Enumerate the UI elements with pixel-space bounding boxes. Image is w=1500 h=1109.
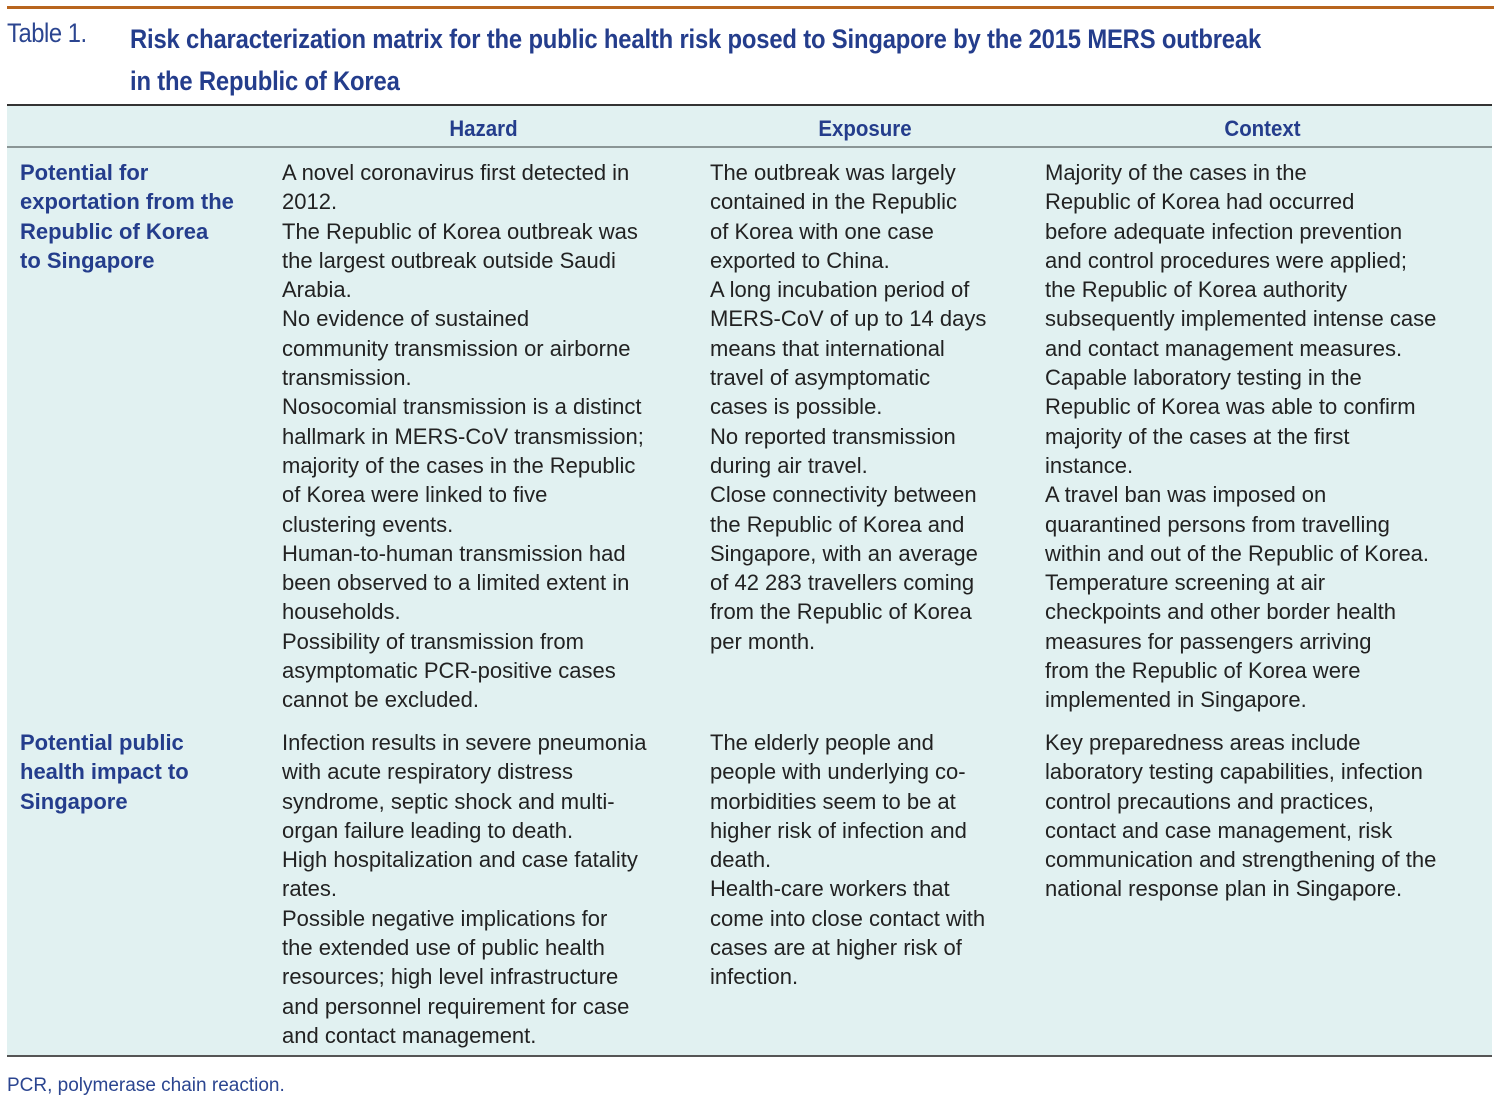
text-line: Possible negative implications for (282, 905, 608, 931)
table-header-row (7, 106, 1492, 148)
cell-exportation-exposure (710, 158, 1035, 656)
text-line: the Republic of Korea authority (1045, 277, 1348, 303)
text-line: to Singapore (20, 247, 155, 273)
top-accent-rule (7, 6, 1494, 9)
text-line: The Republic of Korea outbreak was (282, 218, 638, 244)
text-line: Republic of Korea (20, 218, 209, 244)
exposure-paragraph (710, 158, 1035, 275)
risk-matrix-table (7, 104, 1492, 1057)
text-line: and contact management. (282, 1022, 537, 1048)
text-line: the largest outbreak outside Saudi (282, 247, 616, 273)
text-line: community transmission or airborne (282, 335, 631, 361)
text-line: during air travel. (710, 452, 868, 478)
text-line: organ failure leading to death. (282, 817, 574, 843)
text-line: Republic of Korea was able to confirm (1045, 394, 1416, 420)
text-line: come into close contact with (710, 905, 986, 931)
cell-exportation-context (1045, 158, 1490, 715)
text-line: infection. (710, 964, 799, 990)
text-line: exported to China. (710, 247, 890, 273)
text-line: majority of the cases in the Republic (282, 452, 636, 478)
row-header-exportation (20, 158, 270, 275)
text-line: of Korea were linked to five (282, 482, 548, 508)
exposure-paragraph (710, 728, 1035, 874)
context-paragraph (1045, 363, 1490, 480)
text-line: laboratory testing capabilities, infection (1045, 759, 1423, 785)
text-line: Temperature screening at air (1045, 570, 1326, 596)
text-line: travel of asymptomatic (710, 365, 931, 391)
exposure-paragraph (710, 874, 1035, 991)
text-line: and control procedures were applied; (1045, 247, 1408, 273)
text-line: contact and case management, risk (1045, 817, 1393, 843)
text-line: Arabia. (282, 277, 352, 303)
column-header-context: Context (1224, 116, 1301, 141)
text-line: majority of the cases at the first (1045, 423, 1350, 449)
text-line: transmission. (282, 365, 412, 391)
text-line: Human-to-human transmission had (282, 540, 626, 566)
text-line: quarantined persons from travelling (1045, 511, 1390, 537)
table-title-line-1: Risk characterization matrix for the public health risk posed to Singapore by the 2015 MERS outbreak (130, 24, 1262, 54)
text-line: High hospitalization and case fatality (282, 847, 638, 873)
text-line: Potential for (20, 160, 149, 185)
hazard-paragraph (282, 539, 697, 627)
text-line: within and out of the Republic of Korea. (1045, 540, 1430, 566)
text-line: Republic of Korea had occurred (1045, 189, 1355, 215)
text-line: hallmark in MERS-CoV transmission; (282, 423, 644, 449)
context-paragraph (1045, 568, 1490, 714)
text-line: morbidities seem to be at (710, 788, 956, 814)
table-title (130, 18, 1365, 102)
text-line: Nosocomial transmission is a distinct (282, 394, 642, 420)
text-line: cannot be excluded. (282, 687, 479, 713)
text-line: before adequate infection prevention (1045, 218, 1403, 244)
text-line: health impact to (20, 759, 189, 785)
text-line: control precautions and practices, (1045, 788, 1374, 814)
text-line: Capable laboratory testing in the (1045, 365, 1362, 391)
text-line: national response plan in Singapore. (1045, 876, 1403, 902)
exposure-paragraph (710, 480, 1035, 656)
text-line: A travel ban was imposed on (1045, 482, 1327, 508)
context-paragraph (1045, 728, 1490, 904)
text-line: The outbreak was largely (710, 160, 956, 185)
text-line: measures for passengers arriving (1045, 628, 1372, 654)
text-line: from the Republic of Korea were (1045, 658, 1361, 684)
text-line: and contact management measures. (1045, 335, 1403, 361)
text-line: the extended use of public health (282, 935, 605, 961)
table-label: Table 1. (7, 18, 87, 48)
text-line: exportation from the (20, 189, 234, 215)
text-line: MERS-CoV of up to 14 days (710, 306, 987, 332)
hazard-paragraph (282, 627, 697, 715)
text-line: Majority of the cases in the (1045, 160, 1307, 185)
table-footnote: PCR, polymerase chain reaction. (7, 1075, 285, 1096)
text-line: cases are at higher risk of (710, 935, 962, 961)
text-line: asymptomatic PCR-positive cases (282, 658, 616, 684)
text-line: A novel coronavirus first detected in (282, 160, 630, 185)
hazard-paragraph (282, 728, 697, 845)
cell-impact-context (1045, 728, 1490, 904)
text-line: and personnel requirement for case (282, 993, 630, 1019)
text-line: A long incubation period of (710, 277, 970, 303)
cell-impact-exposure (710, 728, 1035, 992)
text-line: death. (710, 847, 772, 873)
text-line: instance. (1045, 452, 1134, 478)
text-line: of Korea with one case (710, 218, 934, 244)
text-line: clustering events. (282, 511, 454, 537)
text-line: rates. (282, 876, 338, 902)
text-line: The elderly people and (710, 730, 934, 755)
text-line: Potential public (20, 730, 184, 755)
text-line: per month. (710, 628, 816, 654)
text-line: No reported transmission (710, 423, 956, 449)
text-line: Infection results in severe pneumonia (282, 730, 647, 755)
text-line: means that international (710, 335, 945, 361)
hazard-paragraph (282, 904, 697, 1050)
context-paragraph (1045, 480, 1490, 568)
text-line: the Republic of Korea and (710, 511, 965, 537)
cell-exportation-hazard (282, 158, 697, 715)
hazard-paragraph (282, 845, 697, 904)
text-line: communication and strengthening of the (1045, 847, 1437, 873)
context-paragraph (1045, 158, 1490, 363)
text-line: resources; high level infrastructure (282, 964, 619, 990)
text-line: Singapore (20, 788, 128, 814)
text-line: households. (282, 599, 401, 625)
text-line: Possibility of transmission from (282, 628, 584, 654)
hazard-paragraph (282, 392, 697, 538)
text-line: higher risk of infection and (710, 817, 967, 843)
text-line: subsequently implemented intense case (1045, 306, 1437, 332)
text-line: Key preparedness areas include (1045, 730, 1361, 755)
text-line: 2012. (282, 189, 338, 215)
text-line: of 42 283 travellers coming (710, 570, 975, 596)
exposure-paragraph (710, 275, 1035, 421)
hazard-paragraph (282, 217, 697, 305)
text-line: cases is possible. (710, 394, 883, 420)
text-line: people with underlying co- (710, 759, 966, 785)
text-line: Close connectivity between (710, 482, 977, 508)
text-line: checkpoints and other border health (1045, 599, 1397, 625)
hazard-paragraph (282, 304, 697, 392)
text-line: been observed to a limited extent in (282, 570, 630, 596)
text-line: from the Republic of Korea (710, 599, 972, 625)
exposure-paragraph (710, 422, 1035, 481)
text-line: implemented in Singapore. (1045, 687, 1307, 713)
text-line: with acute respiratory distress (282, 759, 573, 785)
column-header-hazard: Hazard (449, 116, 518, 141)
text-line: Singapore, with an average (710, 540, 978, 566)
hazard-paragraph (282, 158, 697, 217)
row-header-public-health-impact (20, 728, 270, 816)
table-title-line-2: in the Republic of Korea (130, 66, 400, 96)
column-header-exposure: Exposure (818, 116, 912, 141)
text-line: syndrome, septic shock and multi- (282, 788, 615, 814)
text-line: Health-care workers that (710, 876, 950, 902)
text-line: contained in the Republic (710, 189, 958, 215)
text-line: No evidence of sustained (282, 306, 530, 332)
cell-impact-hazard (282, 728, 697, 1050)
